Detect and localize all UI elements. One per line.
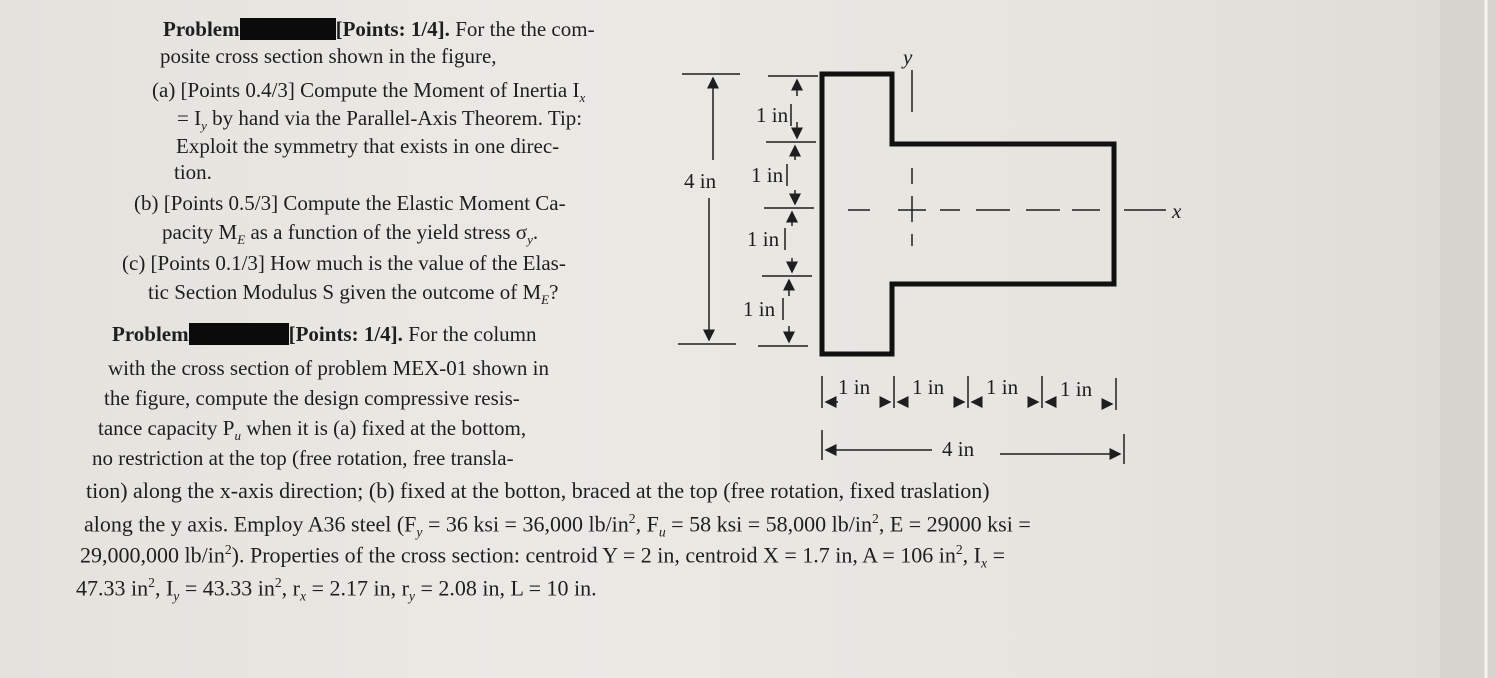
problem2-line2: with the cross section of problem MEX-01 shown in	[108, 356, 549, 380]
y-axis-label: y	[903, 45, 913, 69]
problem2-line3: the figure, compute the design compressive resis-	[104, 386, 520, 410]
problem2-line4: tance capacity $P_u$ when it is (a) fixed at the bottom,	[98, 416, 527, 444]
dim-total-width-label: 4 in	[942, 437, 975, 461]
problem2-heading: Problem	[112, 322, 189, 346]
problem1-part-a-line4: tion.	[174, 160, 212, 184]
page-edge-shadow	[1440, 0, 1496, 678]
problem1-heading: Problem	[163, 17, 240, 41]
problem1-part-a-line2: = $I_y$ by hand via the Parallel-Axis Theorem. Tip:	[177, 106, 583, 134]
problem2-intro: For the column	[402, 322, 537, 346]
dim-v4-label: 1 in	[743, 297, 776, 321]
problem1-line2: posite cross section shown in the figure,	[160, 44, 497, 68]
problem2-line6: tion) along the x-axis direction; (b) fixed at the botton, braced at the top (free rotation, fixed traslation)	[86, 478, 990, 503]
dim-h1-label: 1 in	[838, 375, 871, 399]
x-axis-label: x	[1172, 199, 1182, 223]
dim-v3-label: 1 in	[747, 227, 780, 251]
dim-horizontal-arrows	[826, 402, 1112, 404]
dim-h3-label: 1 in	[986, 375, 1019, 399]
problem2-line9: 47.33 $in^2$, $I_y = 43.33$ $in^2$, $r_x = 2.17$ in, $r_y = 2.08$ in, L = 10 in.	[76, 575, 597, 604]
problem1-points: [Points: 1/4].	[335, 17, 450, 41]
dim-vertical-arrows	[789, 80, 797, 342]
problem1-part-a-line1: (a) [Points 0.4/3] Compute the Moment of Inertia $I_x$	[152, 78, 586, 106]
problem1-part-c-line1: (c) [Points 0.1/3] How much is the value of the Elas-	[122, 251, 566, 275]
problem2-points: [Points: 1/4].	[288, 322, 403, 346]
dim-v2-label: 1 in	[751, 163, 784, 187]
problem2-line8: 29,000,000 $lb/in^2$). Properties of the cross section: centroid Y = 2 in, centroid X = 1.7 in, A = 106 $in^2$, $I_x$ =	[80, 542, 1005, 571]
problem1-part-b-line1: (b) [Points 0.5/3] Compute the Elastic Moment Ca-	[134, 191, 566, 215]
dim-total-height-label: 4 in	[684, 169, 717, 193]
dim-v1-label: 1 in	[756, 103, 789, 127]
problem1-part-c-line2: tic Section Modulus S given the outcome of $M_E$?	[148, 280, 559, 308]
problem1-part-b-line2: pacity $M_E$ as a function of the yield stress $\sigma_y$.	[162, 220, 539, 248]
problem2-line5: no restriction at the top (free rotation, free transla-	[92, 446, 514, 470]
dim-vertical-bars	[783, 104, 791, 320]
problem1-intro: For the the com-	[449, 17, 595, 41]
t-section-outline	[822, 74, 1114, 354]
dim-h4-label: 1 in	[1060, 377, 1093, 401]
problem2-line7: along the y axis. Employ A36 steel ($F_y = 36$ ksi = 36,000 $lb/in^2$, $F_u = 58$ ksi = 58,000 $lb/in^2$, E = 29000 ksi =	[84, 511, 1031, 540]
problem1-part-a-line3: Exploit the symmetry that exists in one direc-	[176, 134, 560, 158]
dim-h2-label: 1 in	[912, 375, 945, 399]
